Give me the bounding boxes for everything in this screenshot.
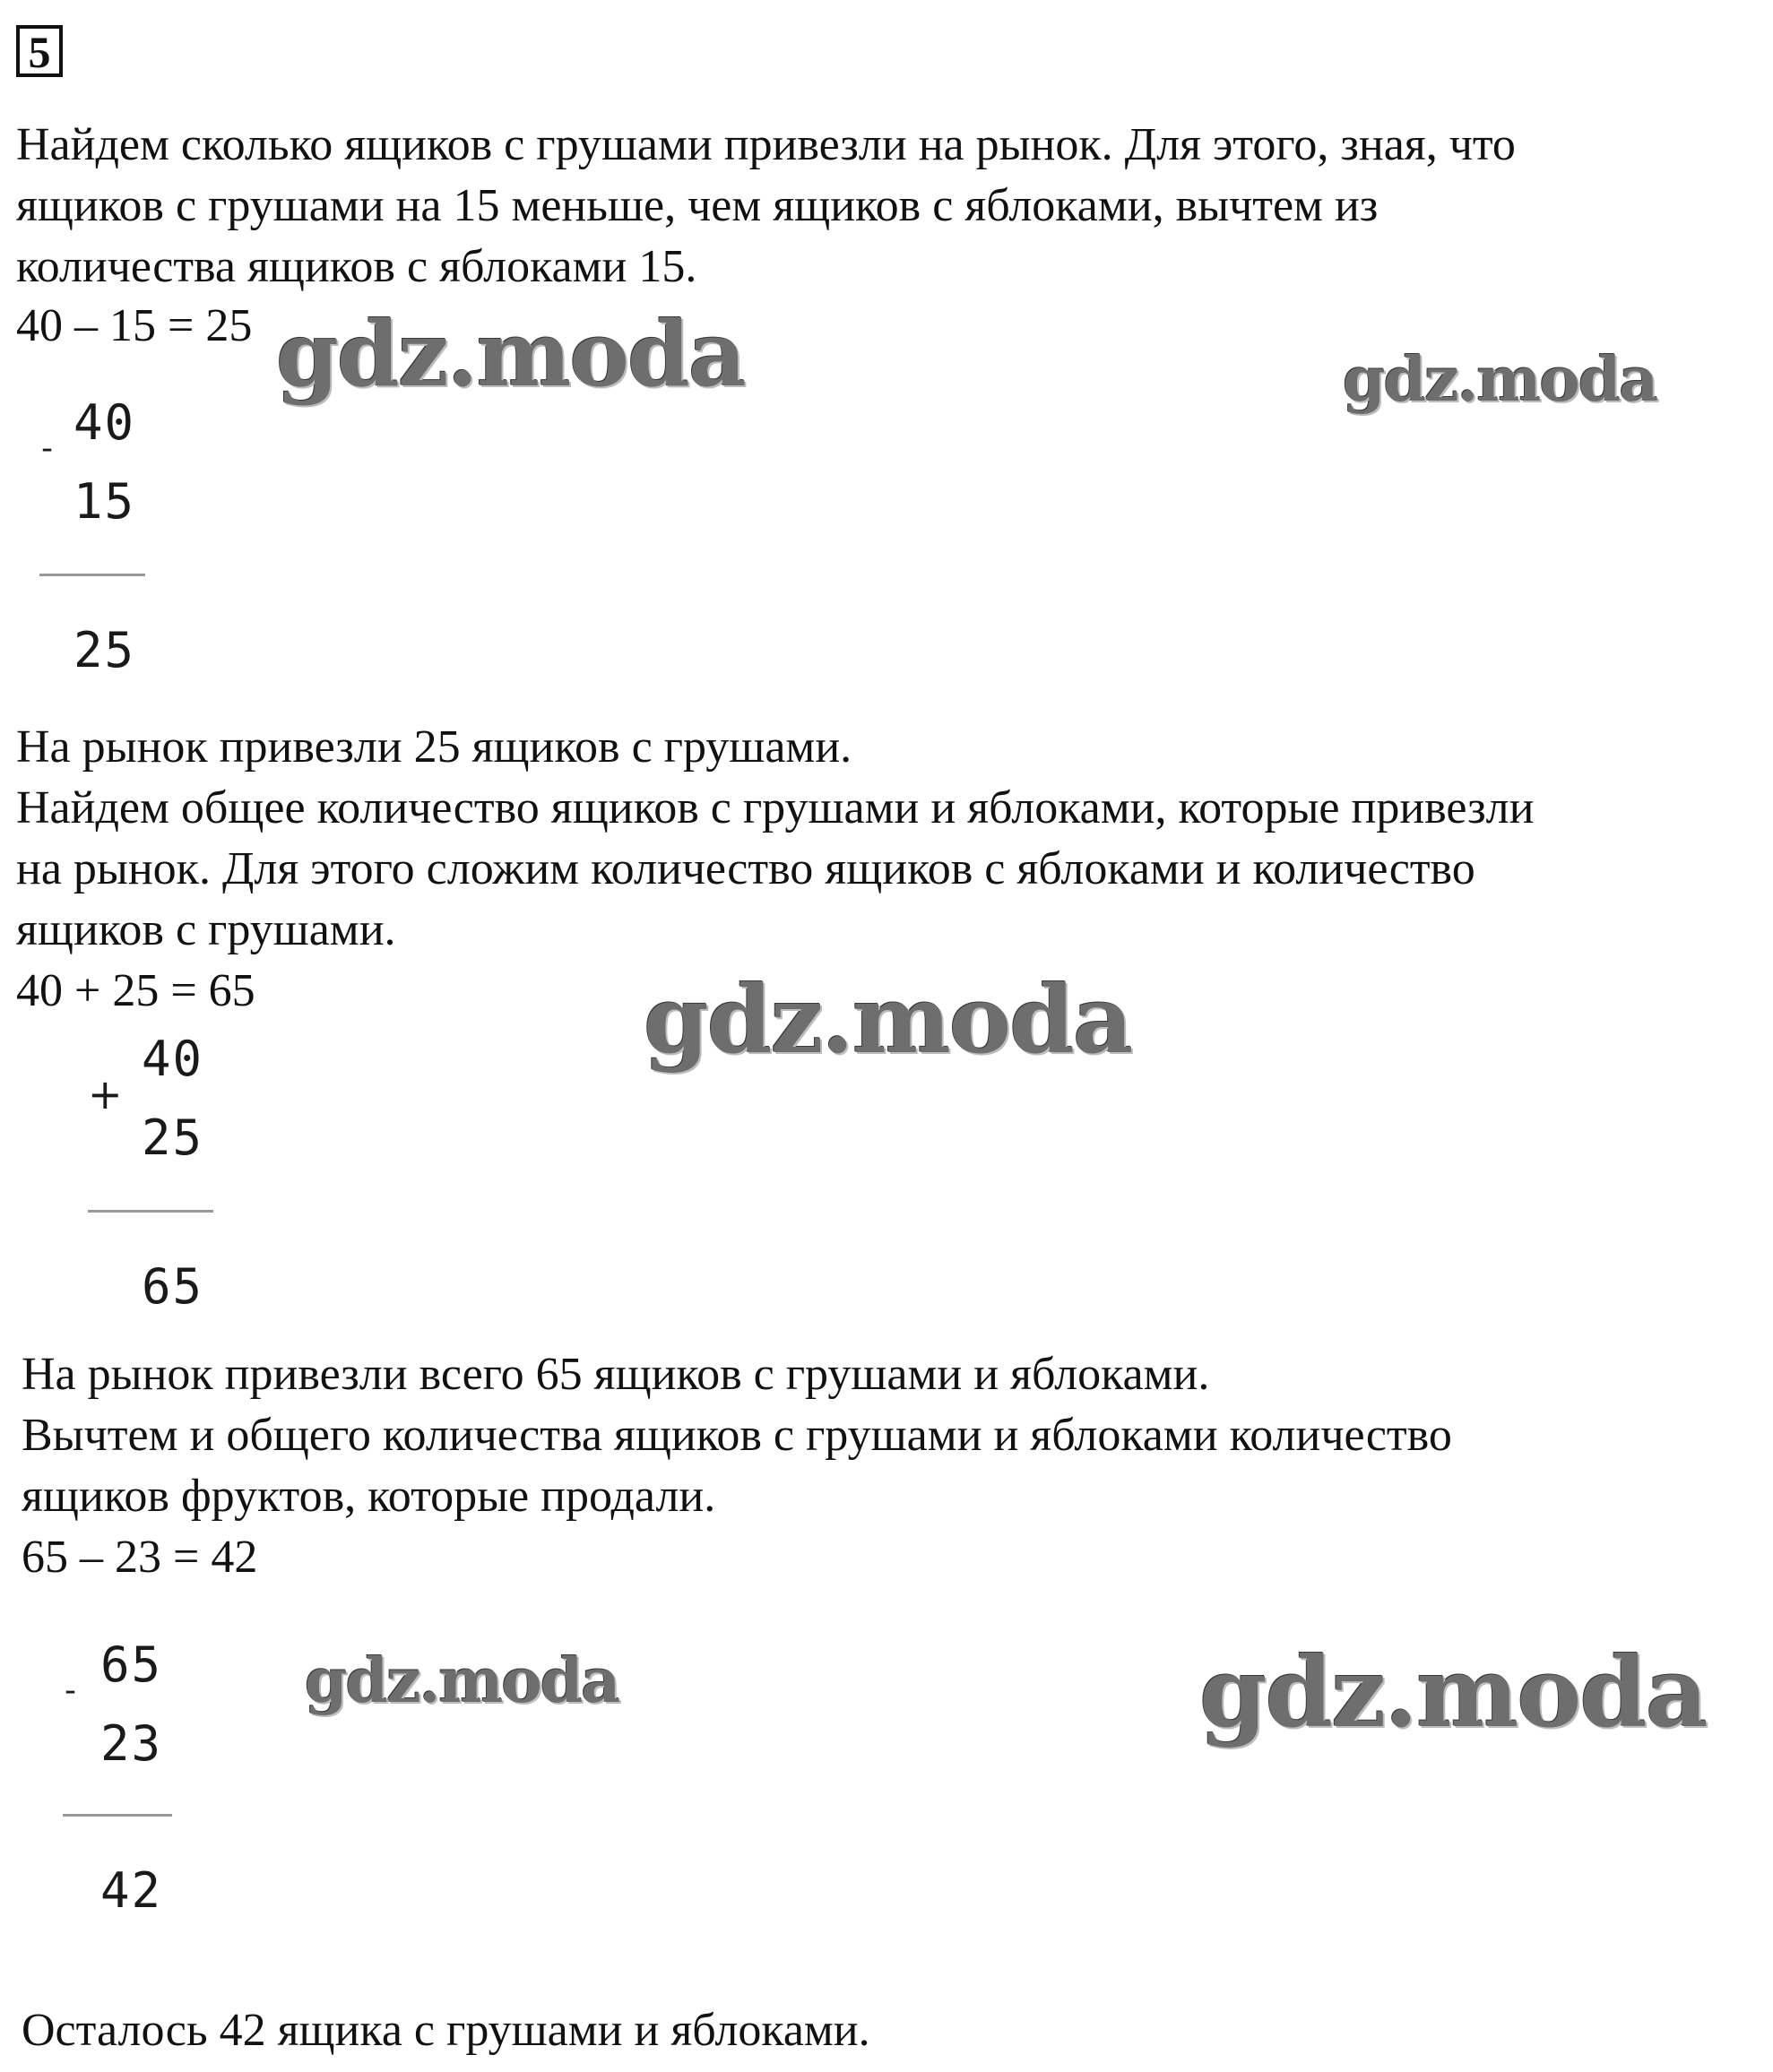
task-number-box: 5 [16,25,63,77]
column-subtraction-2 [59,1636,185,1932]
conclusion-text: Осталось 42 ящика с грушами и яблоками. [22,2005,870,2056]
watermark: gdz.moda [1199,1636,1707,1749]
watermark: gdz.moda [305,1645,619,1717]
subtrahend: 23 [100,1715,163,1772]
difference: 25 [74,622,136,678]
text-line: на рынок. Для этого сложим количество ящиков с яблоками и количество [16,843,1475,894]
text-line: Вычтем и общего количества ящиков с грушами и яблоками количество [22,1410,1452,1461]
sum: 65 [142,1258,204,1315]
text-line: ящиков фруктов, которые продали. [22,1471,716,1522]
watermark: gdz.moda [644,964,1132,1075]
column-subtraction-1 [36,394,161,690]
minuend: 65 [100,1636,163,1693]
result-line [39,574,145,576]
equation: 65 – 23 = 42 [22,1532,258,1583]
minuend: 40 [74,394,136,451]
equation: 40 + 25 = 65 [16,965,255,1016]
addend-1: 40 [142,1031,204,1087]
addend-2: 25 [142,1109,204,1166]
text-line: На рынок привезли 25 ящиков с грушами. [16,721,852,773]
result-line [63,1814,172,1817]
minus-sign: - [41,430,53,467]
plus-sign: + [88,1070,123,1118]
text-line: ящиков с грушами на 15 меньше, чем ящиков с яблоками, вычтем из [16,180,1379,231]
text-line: ящиков с грушами. [16,904,396,955]
watermark: gdz.moda [1343,344,1657,416]
text-line: Найдем общее количество ящиков с грушами и яблоками, которые привезли [16,782,1535,833]
text-line: Найдем сколько ящиков с грушами привезли на рынок. Для этого, зная, что [16,119,1516,170]
text-line: количества ящиков с яблоками 15. [16,241,697,292]
column-addition [84,1031,219,1326]
result-line [88,1210,213,1213]
subtrahend: 15 [74,473,136,530]
difference: 42 [100,1862,163,1919]
text-line: На рынок привезли всего 65 ящиков с грушами и яблоками. [22,1349,1210,1400]
watermark: gdz.moda [276,301,745,407]
minus-sign: - [65,1672,76,1709]
equation: 40 – 15 = 25 [16,300,253,351]
